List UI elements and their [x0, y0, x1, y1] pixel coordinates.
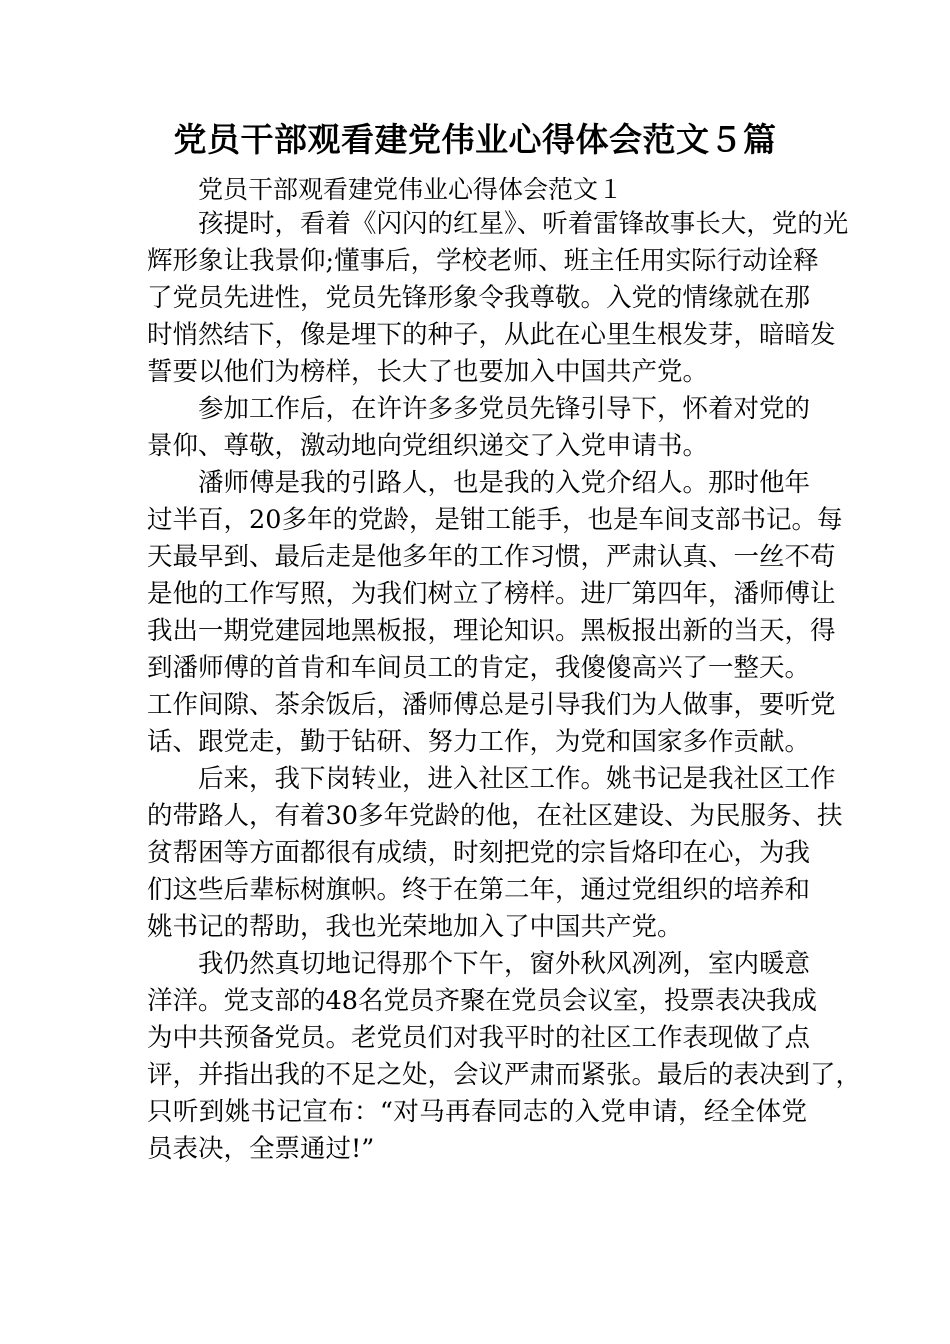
- paragraph-line: 我出一期党建园地黑板报，理论知识。黑板报出新的当天，得: [147, 616, 836, 646]
- paragraph-line: 我仍然真切地记得那个下午，窗外秋风冽冽，室内暖意: [198, 949, 811, 979]
- paragraph-line: 潘师傅是我的引路人，也是我的入党介绍人。那时他年: [198, 468, 811, 498]
- paragraph-line: 过半百，20多年的党龄，是钳工能手，也是车间支部书记。每: [147, 505, 843, 535]
- paragraph: [147, 206, 849, 391]
- paragraph-line: 后来，我下岗转业，进入社区工作。姚书记是我社区工作: [198, 764, 836, 794]
- paragraph-line: 到潘师傅的首肯和车间员工的肯定，我傻傻高兴了一整天。: [147, 653, 811, 683]
- paragraph-line: 工作间隙、茶余饭后，潘师傅总是引导我们为人做事，要听党: [147, 690, 836, 720]
- paragraph-line: 员表决，全票通过!”: [147, 1134, 375, 1164]
- paragraph-line: 孩提时，看着《闪闪的红星》、听着雷锋故事长大，党的光: [198, 209, 849, 239]
- paragraph-line: 贫帮困等方面都很有成绩，时刻把党的宗旨烙印在心，为我: [147, 838, 811, 868]
- document-subtitle: 党员干部观看建党伟业心得体会范文１: [198, 175, 624, 204]
- paragraph: [147, 391, 811, 465]
- paragraph-line: 姚书记的帮助，我也光荣地加入了中国共产党。: [147, 912, 683, 942]
- paragraph: [147, 761, 843, 946]
- paragraph-line: 辉形象让我景仰;懂事后，学校老师、班主任用实际行动诠释: [147, 246, 819, 276]
- document-title: 党员干部观看建党伟业心得体会范文５篇: [173, 120, 777, 159]
- paragraph-line: 只听到姚书记宣布：“对马再春同志的入党申请，经全体党: [147, 1097, 807, 1127]
- paragraph-line: 洋洋。党支部的48名党员齐聚在党员会议室，投票表决我成: [147, 986, 817, 1016]
- paragraph-line: 是他的工作写照，为我们树立了榜样。进厂第四年，潘师傅让: [147, 579, 836, 609]
- paragraph-line: 誓要以他们为榜样，长大了也要加入中国共产党。: [147, 357, 709, 387]
- paragraph-line: 时悄然结下，像是埋下的种子，从此在心里生根发芽，暗暗发: [147, 320, 836, 350]
- paragraph-line: 为中共预备党员。老党员们对我平时的社区工作表现做了点: [147, 1023, 811, 1053]
- paragraph-line: 景仰、尊敬，激动地向党组织递交了入党申请书。: [147, 431, 709, 461]
- paragraph-line: 的带路人，有着30多年党龄的他，在社区建设、为民服务、扶: [147, 801, 843, 831]
- paragraph-line: 们这些后辈标树旗帜。终于在第二年，通过党组织的培养和: [147, 875, 811, 905]
- paragraph-line: 天最早到、最后走是他多年的工作习惯，严肃认真、一丝不苟: [147, 542, 836, 572]
- paragraph-line: 评，并指出我的不足之处，会议严肃而紧张。最后的表决到了，: [147, 1060, 862, 1090]
- paragraph: [147, 465, 843, 761]
- paragraph-line: 话、跟党走，勤于钻研、努力工作，为党和国家多作贡献。: [147, 727, 811, 757]
- paragraph: [147, 946, 862, 1168]
- document-body: [147, 206, 862, 1168]
- paragraph-line: 参加工作后，在许许多多党员先锋引导下，怀着对党的: [198, 394, 811, 424]
- paragraph-line: 了党员先进性，党员先锋形象令我尊敬。入党的情缘就在那: [147, 283, 811, 313]
